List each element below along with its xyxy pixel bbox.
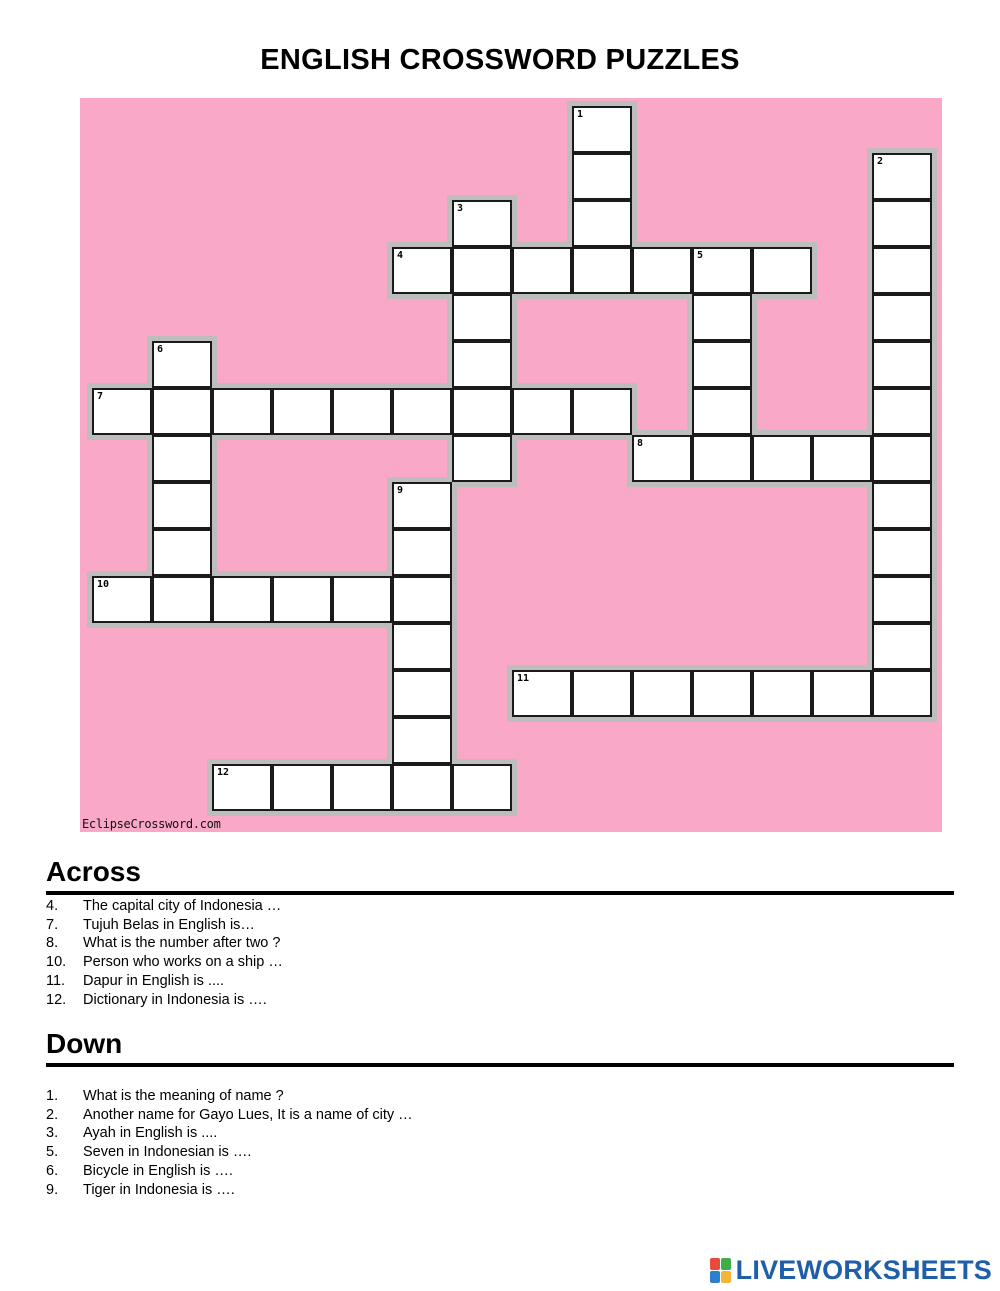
crossword-cell-border <box>452 435 512 482</box>
crossword-cell-border <box>872 294 932 341</box>
crossword-cell-border <box>152 529 212 576</box>
crossword-cell-border <box>392 623 452 670</box>
clue-number: 4 <box>397 250 404 261</box>
clue-number: 9 <box>397 485 404 496</box>
across-clue: 10. Person who works on a ship … <box>46 954 283 971</box>
crossword-cell-border <box>752 247 812 294</box>
crossword-cell-border <box>512 247 572 294</box>
crossword-cell-border <box>572 200 632 247</box>
down-clues <box>46 1087 946 1199</box>
clue-number: 8 <box>637 438 644 449</box>
crossword-cell-border <box>392 576 452 623</box>
crossword-credit: EclipseCrossword.com <box>82 817 221 831</box>
crossword-cell-border <box>692 388 752 435</box>
across-clues <box>46 897 946 1009</box>
crossword-cell-border <box>332 576 392 623</box>
crossword-cell-border <box>332 764 392 811</box>
crossword-cell-border <box>692 670 752 717</box>
crossword-cell-border <box>452 388 512 435</box>
across-clue: 8. What is the number after two ? <box>46 935 281 952</box>
crossword-cell-border <box>572 247 632 294</box>
clue-number: 3 <box>457 203 464 214</box>
liveworksheets-brand <box>710 1255 992 1286</box>
clue-number: 11 <box>517 673 530 684</box>
crossword-cell-border <box>392 717 452 764</box>
crossword-cell-border <box>872 388 932 435</box>
crossword-cell-border <box>512 388 572 435</box>
crossword-cell-border <box>872 341 932 388</box>
crossword-cell-border <box>452 247 512 294</box>
crossword-cell-border <box>872 576 932 623</box>
crossword-cell-border <box>692 341 752 388</box>
across-clue: 4. The capital city of Indonesia … <box>46 898 282 914</box>
crossword-cell-border <box>452 341 512 388</box>
across-divider <box>46 891 954 895</box>
down-clue: 5. Seven in Indonesian is …. <box>46 1144 252 1161</box>
clue-number: 12 <box>217 767 230 778</box>
liveworksheets-logo-icon <box>710 1258 732 1284</box>
crossword-cell-border <box>152 482 212 529</box>
crossword-cell-border <box>812 670 872 717</box>
crossword-cell-border <box>572 153 632 200</box>
crossword-cell-border <box>332 388 392 435</box>
clue-number: 1 <box>577 109 584 120</box>
clue-number: 6 <box>157 344 164 355</box>
crossword-cell-border <box>752 670 812 717</box>
crossword-cell-border <box>392 388 452 435</box>
crossword-cell-border <box>872 435 932 482</box>
across-clue: 11. Dapur in English is .... <box>46 972 225 989</box>
liveworksheets-wordmark: LIVEWORKSHEETS <box>735 1255 992 1285</box>
crossword-cell-border <box>692 294 752 341</box>
down-heading: Down <box>46 1028 123 1059</box>
crossword-cell-border <box>452 764 512 811</box>
crossword-cell-border <box>872 623 932 670</box>
crossword-cell-border <box>632 247 692 294</box>
down-clue: 3. Ayah in English is .... <box>46 1125 218 1142</box>
crossword-cell-border <box>272 764 332 811</box>
down-clue: 1. What is the meaning of name ? <box>46 1088 284 1104</box>
crossword-cell-border <box>452 294 512 341</box>
crossword-cell-border <box>572 670 632 717</box>
crossword-cell-border <box>632 670 692 717</box>
crossword-cell-border <box>872 482 932 529</box>
across-clue: 12. Dictionary in Indonesia is …. <box>46 991 267 1008</box>
down-clue: 6. Bicycle in English is …. <box>46 1162 233 1179</box>
crossword-cell-border <box>152 388 212 435</box>
across-clue: 7. Tujuh Belas in English is… <box>46 916 255 933</box>
crossword-cell-border <box>812 435 872 482</box>
clue-number: 2 <box>877 156 884 167</box>
crossword-cell-border <box>692 435 752 482</box>
crossword-cell-border <box>872 200 932 247</box>
crossword-cell-border <box>272 576 332 623</box>
crossword-cell-border <box>872 670 932 717</box>
crossword-cell-border <box>152 576 212 623</box>
crossword-cell-border <box>212 576 272 623</box>
down-divider <box>46 1063 954 1067</box>
clue-number: 5 <box>697 250 704 261</box>
crossword-grid <box>80 98 942 832</box>
crossword-cell-border <box>872 529 932 576</box>
crossword-cell-border <box>212 388 272 435</box>
crossword-cell-border <box>272 388 332 435</box>
crossword-cell-border <box>752 435 812 482</box>
crossword-cell-border <box>392 670 452 717</box>
crossword-cell-border <box>392 764 452 811</box>
crossword-cell-border <box>152 435 212 482</box>
page-title: ENGLISH CROSSWORD PUZZLES <box>260 44 740 76</box>
across-heading: Across <box>46 856 141 887</box>
crossword-cell-border <box>872 247 932 294</box>
crossword-cell-border <box>572 388 632 435</box>
crossword-cell-border <box>392 529 452 576</box>
down-clue: 9. Tiger in Indonesia is …. <box>46 1181 235 1198</box>
down-clue: 2. Another name for Gayo Lues, It is a name of city … <box>46 1106 413 1123</box>
clue-number: 7 <box>97 391 104 402</box>
clue-number: 10 <box>97 579 110 590</box>
